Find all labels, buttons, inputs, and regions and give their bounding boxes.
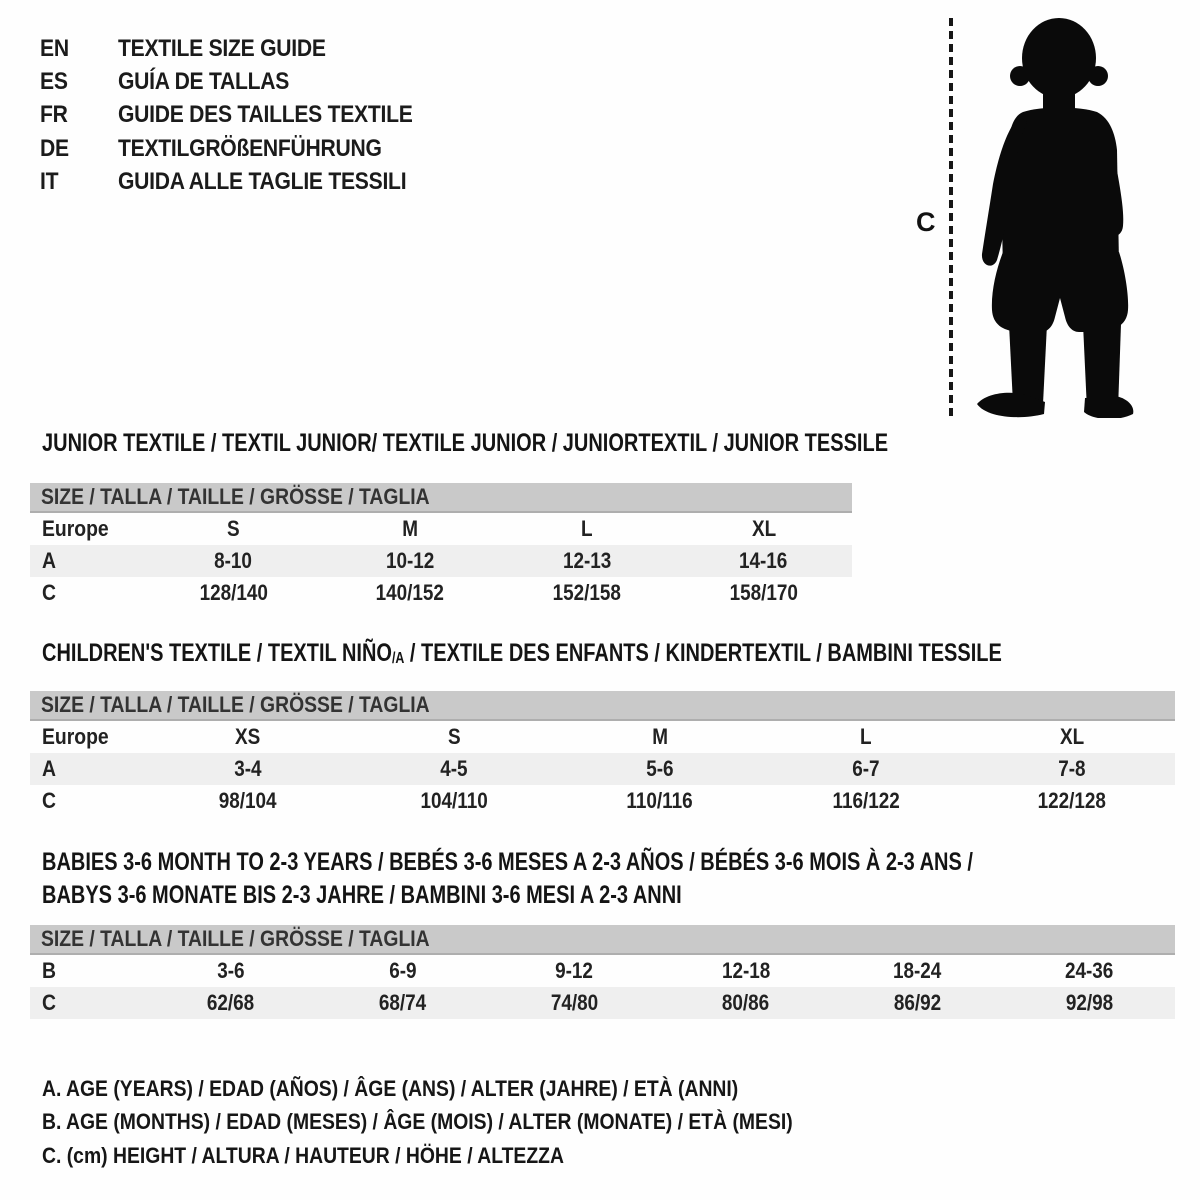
row-label: C: [42, 990, 56, 1015]
babies-size-table: [30, 925, 1175, 1019]
size-column-header: M: [652, 724, 668, 749]
language-row: [40, 99, 453, 132]
height-measure-label: C: [916, 207, 936, 237]
children-columns-row: [30, 721, 1175, 753]
language-label: TEXTILGRÖßENFÜHRUNG: [118, 134, 382, 162]
table-cell: 140/152: [375, 580, 445, 605]
table-cell: 152/158: [552, 580, 622, 605]
footnote-age-months: B. AGE (MONTHS) / EDAD (MESES) / ÂGE (MOIS) / ALTER (MONATE) / ETÀ (MESI): [42, 1109, 793, 1135]
table-cell: 24-36: [1064, 958, 1114, 983]
table-row-height: [30, 577, 852, 609]
baby-silhouette-icon: [963, 14, 1139, 418]
size-column-header: XL: [751, 516, 776, 541]
table-cell: 10-12: [385, 548, 435, 573]
footnotes: [42, 1072, 895, 1172]
language-code: FR: [40, 101, 68, 129]
babies-section-title: BABIES 3-6 MONTH TO 2-3 YEARS / BEBÉS 3-6 MESES A 2-3 AÑOS / BÉBÉS 3-6 MOIS À 2-3 ANS / BABYS 3-6 MONATE BIS 2-3 JAHRE / BAMBINI 3-6 MESI A 2-3 ANNI: [42, 848, 973, 909]
footnote-height-cm: C. (cm) HEIGHT / ALTURA / HAUTEUR / HÖHE / ALTEZZA: [42, 1142, 564, 1168]
language-row: [40, 166, 453, 199]
table-cell: 9-12: [555, 958, 594, 983]
children-size-table: [30, 691, 1175, 817]
language-list: [40, 32, 453, 199]
language-label: GUÍA DE TALLAS: [118, 68, 290, 96]
size-column-header: XL: [1059, 724, 1085, 749]
language-label: GUIDE DES TAILLES TEXTILE: [118, 101, 413, 129]
table-cell: 128/140: [199, 580, 268, 605]
size-column-header: L: [860, 724, 872, 749]
size-header-bar: SIZE / TALLA / TAILLE / GRÖSSE / TAGLIA: [30, 483, 852, 513]
language-code: EN: [40, 34, 69, 62]
title-subscript: /A: [391, 649, 405, 667]
language-row: [40, 132, 453, 165]
table-cell: 62/68: [207, 990, 255, 1015]
table-cell: 8-10: [214, 548, 253, 573]
language-code: DE: [40, 134, 69, 162]
table-cell: 86/92: [893, 990, 942, 1015]
table-cell: 12-13: [562, 548, 612, 573]
table-cell: 14-16: [739, 548, 788, 573]
row-label: A: [42, 548, 56, 573]
row-label: C: [42, 788, 56, 813]
language-row: [40, 32, 453, 65]
table-cell: 18-24: [893, 958, 942, 983]
table-cell: 7-8: [1058, 756, 1086, 781]
footnote-age-years: A. AGE (YEARS) / EDAD (AÑOS) / ÂGE (ANS) / ALTER (JAHRE) / ETÀ (ANNI): [42, 1076, 739, 1101]
row-label: B: [42, 958, 56, 983]
table-cell: 104/110: [420, 788, 488, 813]
table-row-months: [30, 955, 1175, 987]
junior-columns-row: [30, 513, 852, 545]
table-cell: 98/104: [219, 788, 277, 813]
table-row-age: [30, 753, 1175, 785]
table-cell: 80/86: [722, 990, 770, 1015]
junior-size-table: [30, 483, 852, 609]
junior-section-title: JUNIOR TEXTILE / TEXTIL JUNIOR/ TEXTILE JUNIOR / JUNIORTEXTIL / JUNIOR TESSILE: [42, 429, 889, 457]
size-header-bar: SIZE / TALLA / TAILLE / GRÖSSE / TAGLIA: [30, 691, 1175, 721]
baby-silhouette-shape: [977, 18, 1133, 418]
table-row-age: [30, 545, 852, 577]
language-code: IT: [40, 168, 59, 196]
table-row-height: [30, 987, 1175, 1019]
table-cell: 122/128: [1037, 788, 1107, 813]
table-cell: 74/80: [550, 990, 598, 1015]
table-cell: 12-18: [721, 958, 771, 983]
children-section-title: CHILDREN'S TEXTILE / TEXTIL NIÑO/A / TEXTILE DES ENFANTS / KINDERTEXTIL / BAMBINI TESSILE: [42, 639, 1002, 667]
region-label: Europe: [42, 516, 109, 541]
size-column-header: XS: [235, 724, 261, 749]
size-column-header: L: [581, 516, 593, 541]
size-column-header: S: [227, 516, 240, 541]
language-row: [40, 65, 453, 98]
language-code: ES: [40, 68, 68, 96]
size-column-header: M: [402, 516, 418, 541]
table-cell: 6-7: [852, 756, 880, 781]
row-label: C: [42, 580, 56, 605]
language-label: GUIDA ALLE TAGLIE TESSILI: [118, 168, 407, 196]
table-cell: 3-4: [234, 756, 262, 781]
height-measure-line: [949, 18, 953, 416]
table-cell: 6-9: [388, 958, 417, 983]
row-label: A: [42, 756, 56, 781]
language-label: TEXTILE SIZE GUIDE: [118, 34, 326, 62]
size-header-bar: SIZE / TALLA / TAILLE / GRÖSSE / TAGLIA: [30, 925, 1175, 955]
table-cell: 92/98: [1065, 990, 1113, 1015]
table-cell: 158/170: [729, 580, 798, 605]
table-cell: 3-6: [217, 958, 245, 983]
table-cell: 110/116: [626, 788, 694, 813]
table-cell: 4-5: [440, 756, 468, 781]
table-cell: 116/122: [832, 788, 900, 813]
region-label: Europe: [42, 724, 109, 749]
table-row-height: [30, 785, 1175, 817]
table-cell: 5-6: [646, 756, 674, 781]
size-column-header: S: [447, 724, 461, 749]
table-cell: 68/74: [378, 990, 427, 1015]
